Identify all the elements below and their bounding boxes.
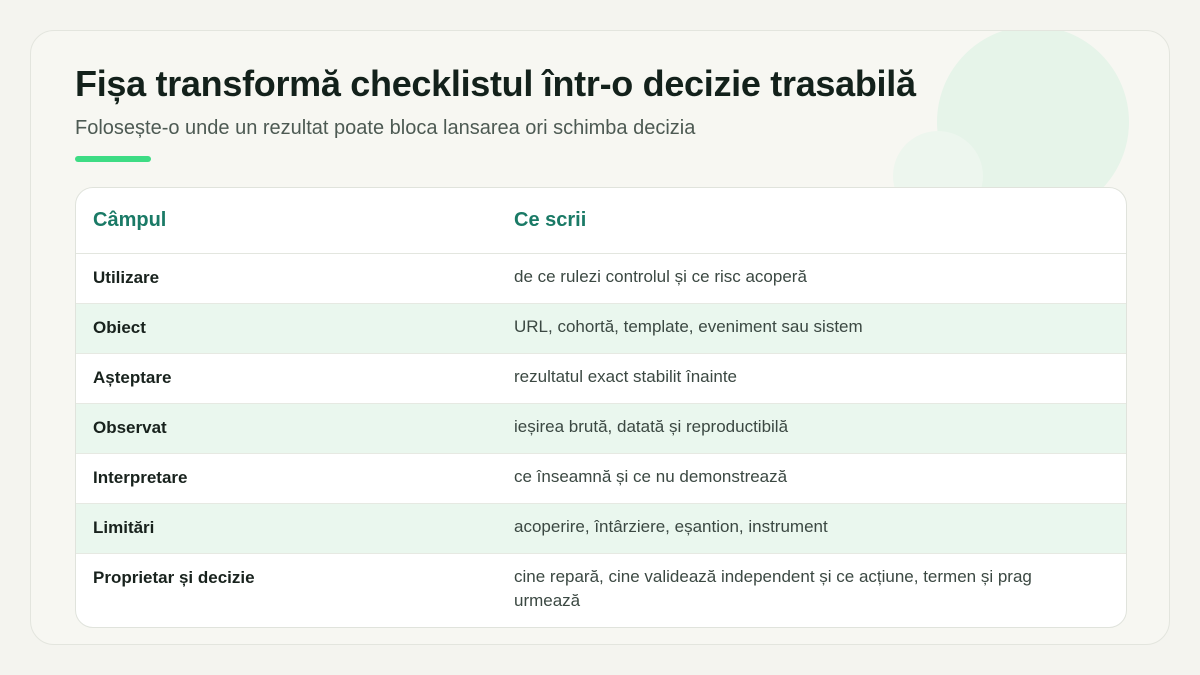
fields-table — [75, 187, 1127, 628]
row-value: ce înseamnă și ce nu demonstrează — [514, 467, 788, 486]
table-row — [76, 454, 1126, 504]
row-value: de ce rulezi controlul și ce risc acoperă — [514, 267, 807, 286]
row-field: Limitări — [93, 518, 155, 537]
row-field: Obiect — [93, 318, 146, 337]
row-value: ieșirea brută, datată și reproductibilă — [514, 417, 789, 436]
table-header — [76, 188, 1126, 254]
page-title: Fișa transformă checklistul într-o decizie trasabilă — [75, 63, 916, 104]
row-field: Proprietar și decizie — [93, 568, 255, 587]
row-value: cine repară, cine validează independent și ce acțiune, termen și prag urmează — [514, 567, 1032, 610]
accent-bar — [75, 156, 151, 162]
table-row — [76, 304, 1126, 354]
table-row — [76, 254, 1126, 304]
table-row — [76, 354, 1126, 404]
table-row — [76, 554, 1126, 627]
row-field: Observat — [93, 418, 167, 437]
row-value: acoperire, întârziere, eșantion, instrument — [514, 517, 828, 536]
page-subtitle: Folosește-o unde un rezultat poate bloca lansarea ori schimba decizia — [75, 117, 696, 139]
table-row — [76, 504, 1126, 554]
row-value: URL, cohortă, template, eveniment sau sistem — [514, 317, 863, 336]
header-value: Ce scrii — [514, 209, 587, 231]
slide-card — [30, 30, 1170, 645]
row-field: Așteptare — [93, 368, 172, 387]
row-value: rezultatul exact stabilit înainte — [514, 367, 738, 386]
row-field: Interpretare — [93, 468, 188, 487]
table-row — [76, 404, 1126, 454]
header-field: Câmpul — [93, 209, 167, 231]
row-field: Utilizare — [93, 268, 160, 287]
